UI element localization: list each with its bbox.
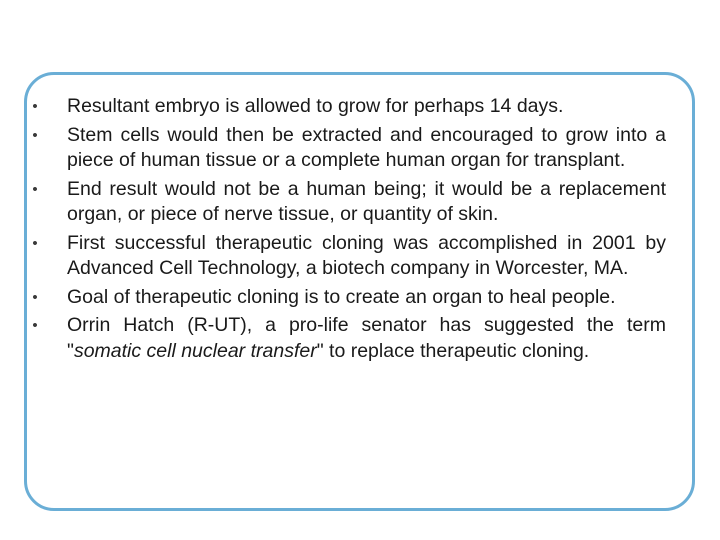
bullet-text: Resultant embryo is allowed to grow for perhaps 14 days.: [67, 95, 564, 117]
bullet-dot: •: [32, 288, 38, 306]
list-item: [28, 285, 666, 311]
bullet-text: Goal of therapeutic cloning is to create an organ to heal people.: [67, 285, 616, 308]
emphasized-term: somatic cell nuclear transfer: [73, 339, 317, 362]
bullet-text-post: " to replace therapeutic cloning.: [316, 339, 590, 362]
bullet-text: End result would not be a human being; it would be a replacement organ, or piece of nerve tissue, or quantity of skin.: [67, 177, 666, 225]
bullet-dot: •: [32, 317, 38, 334]
list-item: [28, 123, 666, 174]
bullet-text: Stem cells would then be extracted and encouraged to grow into a piece of human tissue or a complete human organ for transplant.: [67, 123, 666, 171]
bullet-text: First successful therapeutic cloning was accomplished in 2001 by Advanced Cell Technology, a biotech company in Worcester, MA.: [67, 231, 666, 279]
bullet-dot: •: [32, 180, 38, 198]
bullet-text-pre: Orrin Hatch (R-UT), a pro-life senator has suggested the term ": [67, 314, 666, 362]
bullet-list: [28, 94, 666, 367]
bullet-dot: •: [32, 126, 38, 144]
bullet-dot: •: [32, 98, 38, 115]
list-item: [28, 313, 666, 364]
list-item: [28, 231, 666, 282]
list-item: [28, 94, 666, 120]
list-item: [28, 177, 666, 228]
bullet-dot: •: [32, 234, 38, 252]
